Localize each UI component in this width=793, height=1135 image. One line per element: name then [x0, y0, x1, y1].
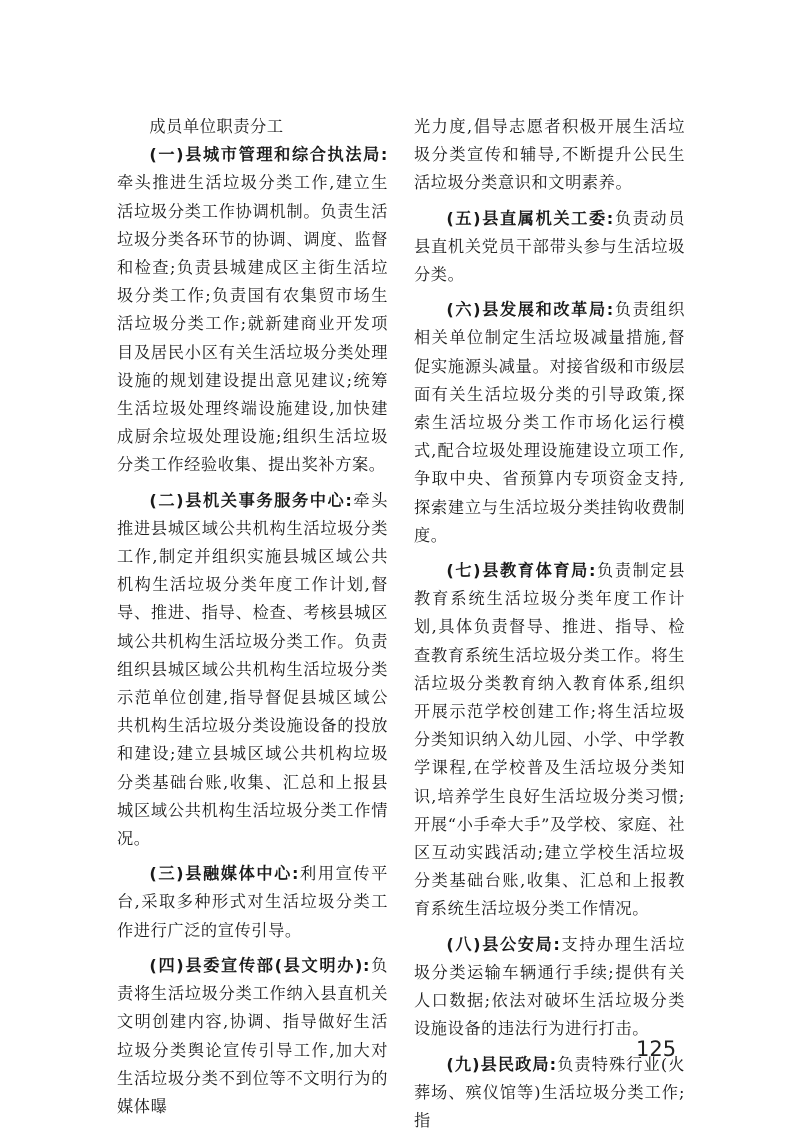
paragraph-7-body: 负责制定县教育系统生活垃圾分类年度工作计划,具体负责督导、推进、指导、检查教育系统生活垃圾分类工作。将生活垃圾分类教育纳入教育体系,组织开展示范学校创建工作;将生活垃圾分类知识纳入幼儿园、小学、中学教学课程,在学校普及生活垃圾分类知识,培养学生良好生活垃圾分类习惯;开展“小手牵大手”及学校、家庭、社区互动实践活动;建立学校生活垃圾分类基础台账,收集、汇总和上报教育系统生活垃圾分类工作情况。 — [414, 561, 685, 918]
paragraph-8-body: 支持办理生活垃圾分类运输车辆通行手续;提供有关人口数据;依法对破坏生活垃圾分类设施设备的违法行为进行打击。 — [414, 935, 685, 1039]
paragraph-2 — [117, 487, 388, 854]
paragraph-3 — [117, 860, 388, 945]
paragraph-5-heading: (五)县直属机关工委: — [446, 209, 613, 228]
paragraph-5-body: 负责动员县直机关党员干部带头参与生活垃圾分类。 — [414, 209, 685, 284]
paragraph-6 — [414, 296, 685, 550]
paragraph-5 — [414, 205, 685, 290]
intro-line: 成员单位职责分工 — [117, 113, 388, 141]
paragraph-6-heading: (六)县发展和改革局: — [446, 300, 613, 319]
right-column — [414, 113, 685, 1135]
paragraph-6-body: 负责组织相关单位制定生活垃圾减量措施,督促实施源头减量。对接省级和市级层面有关生活垃圾分类的引导政策,探索生活垃圾分类工作市场化运行模式,配合垃圾处理设施建设立项工作,争取中央、省预算内专项资金支持,探索建立与生活垃圾分类挂钩收费制度。 — [414, 300, 685, 545]
paragraph-9-heading: (九)县民政局: — [446, 1055, 556, 1074]
paragraph-3-heading: (三)县融媒体中心: — [149, 864, 299, 883]
page-number: 125 — [636, 1037, 676, 1061]
left-column — [117, 113, 388, 1121]
paragraph-7-heading: (七)县教育体育局: — [446, 561, 596, 580]
paragraph-1-body: 牵头推进生活垃圾分类工作,建立生活垃圾分类工作协调机制。负责生活垃圾分类各环节的协调、调度、监督和检查;负责县城建成区主街生活垃圾分类工作;负责国有农集贸市场生活垃圾分类工作;就新建商业开发项目及居民小区有关生活垃圾分类处理设施的规划建设提出意见建议;统筹生活垃圾处理终端设施建设,加快建成厨余垃圾处理设施;组织生活垃圾分类工作经验收集、提出奖补方案。 — [117, 173, 388, 474]
paragraph-7 — [414, 557, 685, 924]
paragraph-1 — [117, 141, 388, 479]
paragraph-4-heading: (四)县委宣传部(县文明办): — [149, 956, 370, 975]
paragraph-1-heading: (一)县城市管理和综合执法局: — [149, 145, 388, 164]
paragraph-8-heading: (八)县公安局: — [446, 935, 560, 954]
paragraph-3-body: 利用宣传平台,采取多种形式对生活垃圾分类工作进行广泛的宣传引导。 — [117, 864, 388, 939]
paragraph-9-body: 负责特殊行业(火葬场、殡仪馆等)生活垃圾分类工作;指 — [414, 1055, 685, 1130]
paragraph-9 — [414, 1051, 685, 1135]
paragraph-4-body: 负责将生活垃圾分类工作纳入县直机关文明创建内容,协调、指导做好生活垃圾分类舆论宣传引导工作,加大对生活垃圾分类不到位等不文明行为的媒体曝 — [117, 956, 388, 1116]
paragraph-2-body: 牵头推进县城区域公共机构生活垃圾分类工作,制定并组织实施县城区域公共机构生活垃圾分类年度工作计划,督导、推进、指导、检查、考核县城区域公共机构生活垃圾分类工作。负责组织县城区域公共机构生活垃圾分类示范单位创建,指导督促县城区域公共机构生活垃圾分类设施设备的投放和建设;建立县城区域公共机构垃圾分类基础台账,收集、汇总和上报县城区域公共机构生活垃圾分类工作情况。 — [117, 491, 388, 848]
paragraph-4 — [117, 952, 388, 1121]
paragraph-8 — [414, 931, 685, 1044]
paragraph-2-heading: (二)县机关事务服务中心: — [149, 491, 352, 510]
paragraph-4-continued: 光力度,倡导志愿者积极开展生活垃圾分类宣传和辅导,不断提升公民生活垃圾分类意识和文明素养。 — [414, 113, 685, 198]
